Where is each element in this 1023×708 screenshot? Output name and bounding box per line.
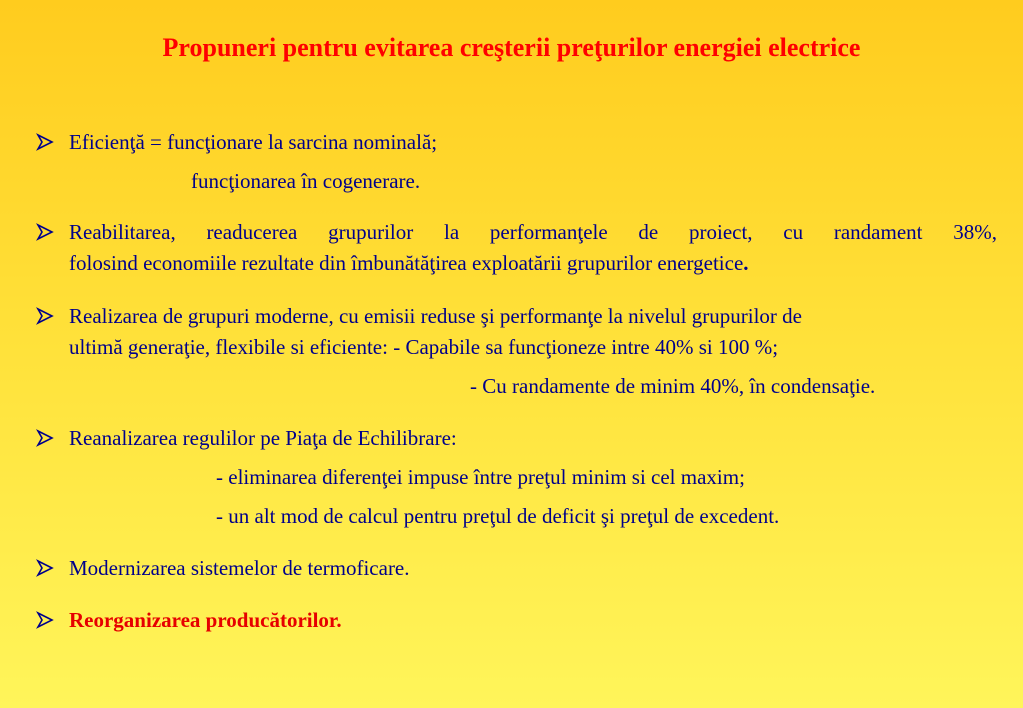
bullet-modern-groups-line3: - Cu randamente de minim 40%, în condensaţie. bbox=[470, 374, 876, 398]
bullet-rehabilitation-line1: Reabilitarea, readucerea grupurilor la performanţele de proiect, cu randament 38%, bbox=[69, 220, 997, 244]
bullet-balancing-market-line1: Reanalizarea regulilor pe Piaţa de Echilibrare: bbox=[69, 426, 457, 450]
bullet-district-heating: Modernizarea sistemelor de termoficare. bbox=[69, 556, 410, 580]
arrow-bullet-icon bbox=[36, 219, 54, 245]
arrow-bullet-icon bbox=[36, 607, 54, 633]
rehabilitation-line2-text: folosind economiile rezultate din îmbunătăţirea exploatării grupurilor energetice bbox=[69, 251, 744, 275]
rehabilitation-line2-period: . bbox=[743, 251, 749, 275]
bullet-efficiency-line1: Eficienţă = funcţionare la sarcina nominală; bbox=[69, 130, 438, 154]
slide-title: Propuneri pentru evitarea creşterii preţurilor energiei electrice bbox=[162, 33, 861, 62]
bullet-reorganization: Reorganizarea producătorilor. bbox=[69, 608, 342, 632]
bullet-modern-groups-line2: ultimă generaţie, flexibile si eficiente: - Capabile sa funcţioneze intre 40% si 100 %; bbox=[69, 335, 779, 359]
arrow-bullet-icon bbox=[36, 129, 54, 155]
bullet-modern-groups-line1: Realizarea de grupuri moderne, cu emisii reduse şi performanţe la nivelul grupurilor de bbox=[69, 304, 802, 328]
bullet-balancing-market-line3: - un alt mod de calcul pentru preţul de deficit şi preţul de excedent. bbox=[216, 504, 780, 528]
bullet-balancing-market-line2: - eliminarea diferenţei impuse între preţul minim si cel maxim; bbox=[216, 465, 745, 489]
arrow-bullet-icon bbox=[36, 303, 54, 329]
arrow-bullet-icon bbox=[36, 555, 54, 581]
arrow-bullet-icon bbox=[36, 425, 54, 451]
bullet-rehabilitation-line2 bbox=[69, 250, 749, 276]
bullet-efficiency-line2: funcţionarea în cogenerare. bbox=[191, 169, 421, 193]
